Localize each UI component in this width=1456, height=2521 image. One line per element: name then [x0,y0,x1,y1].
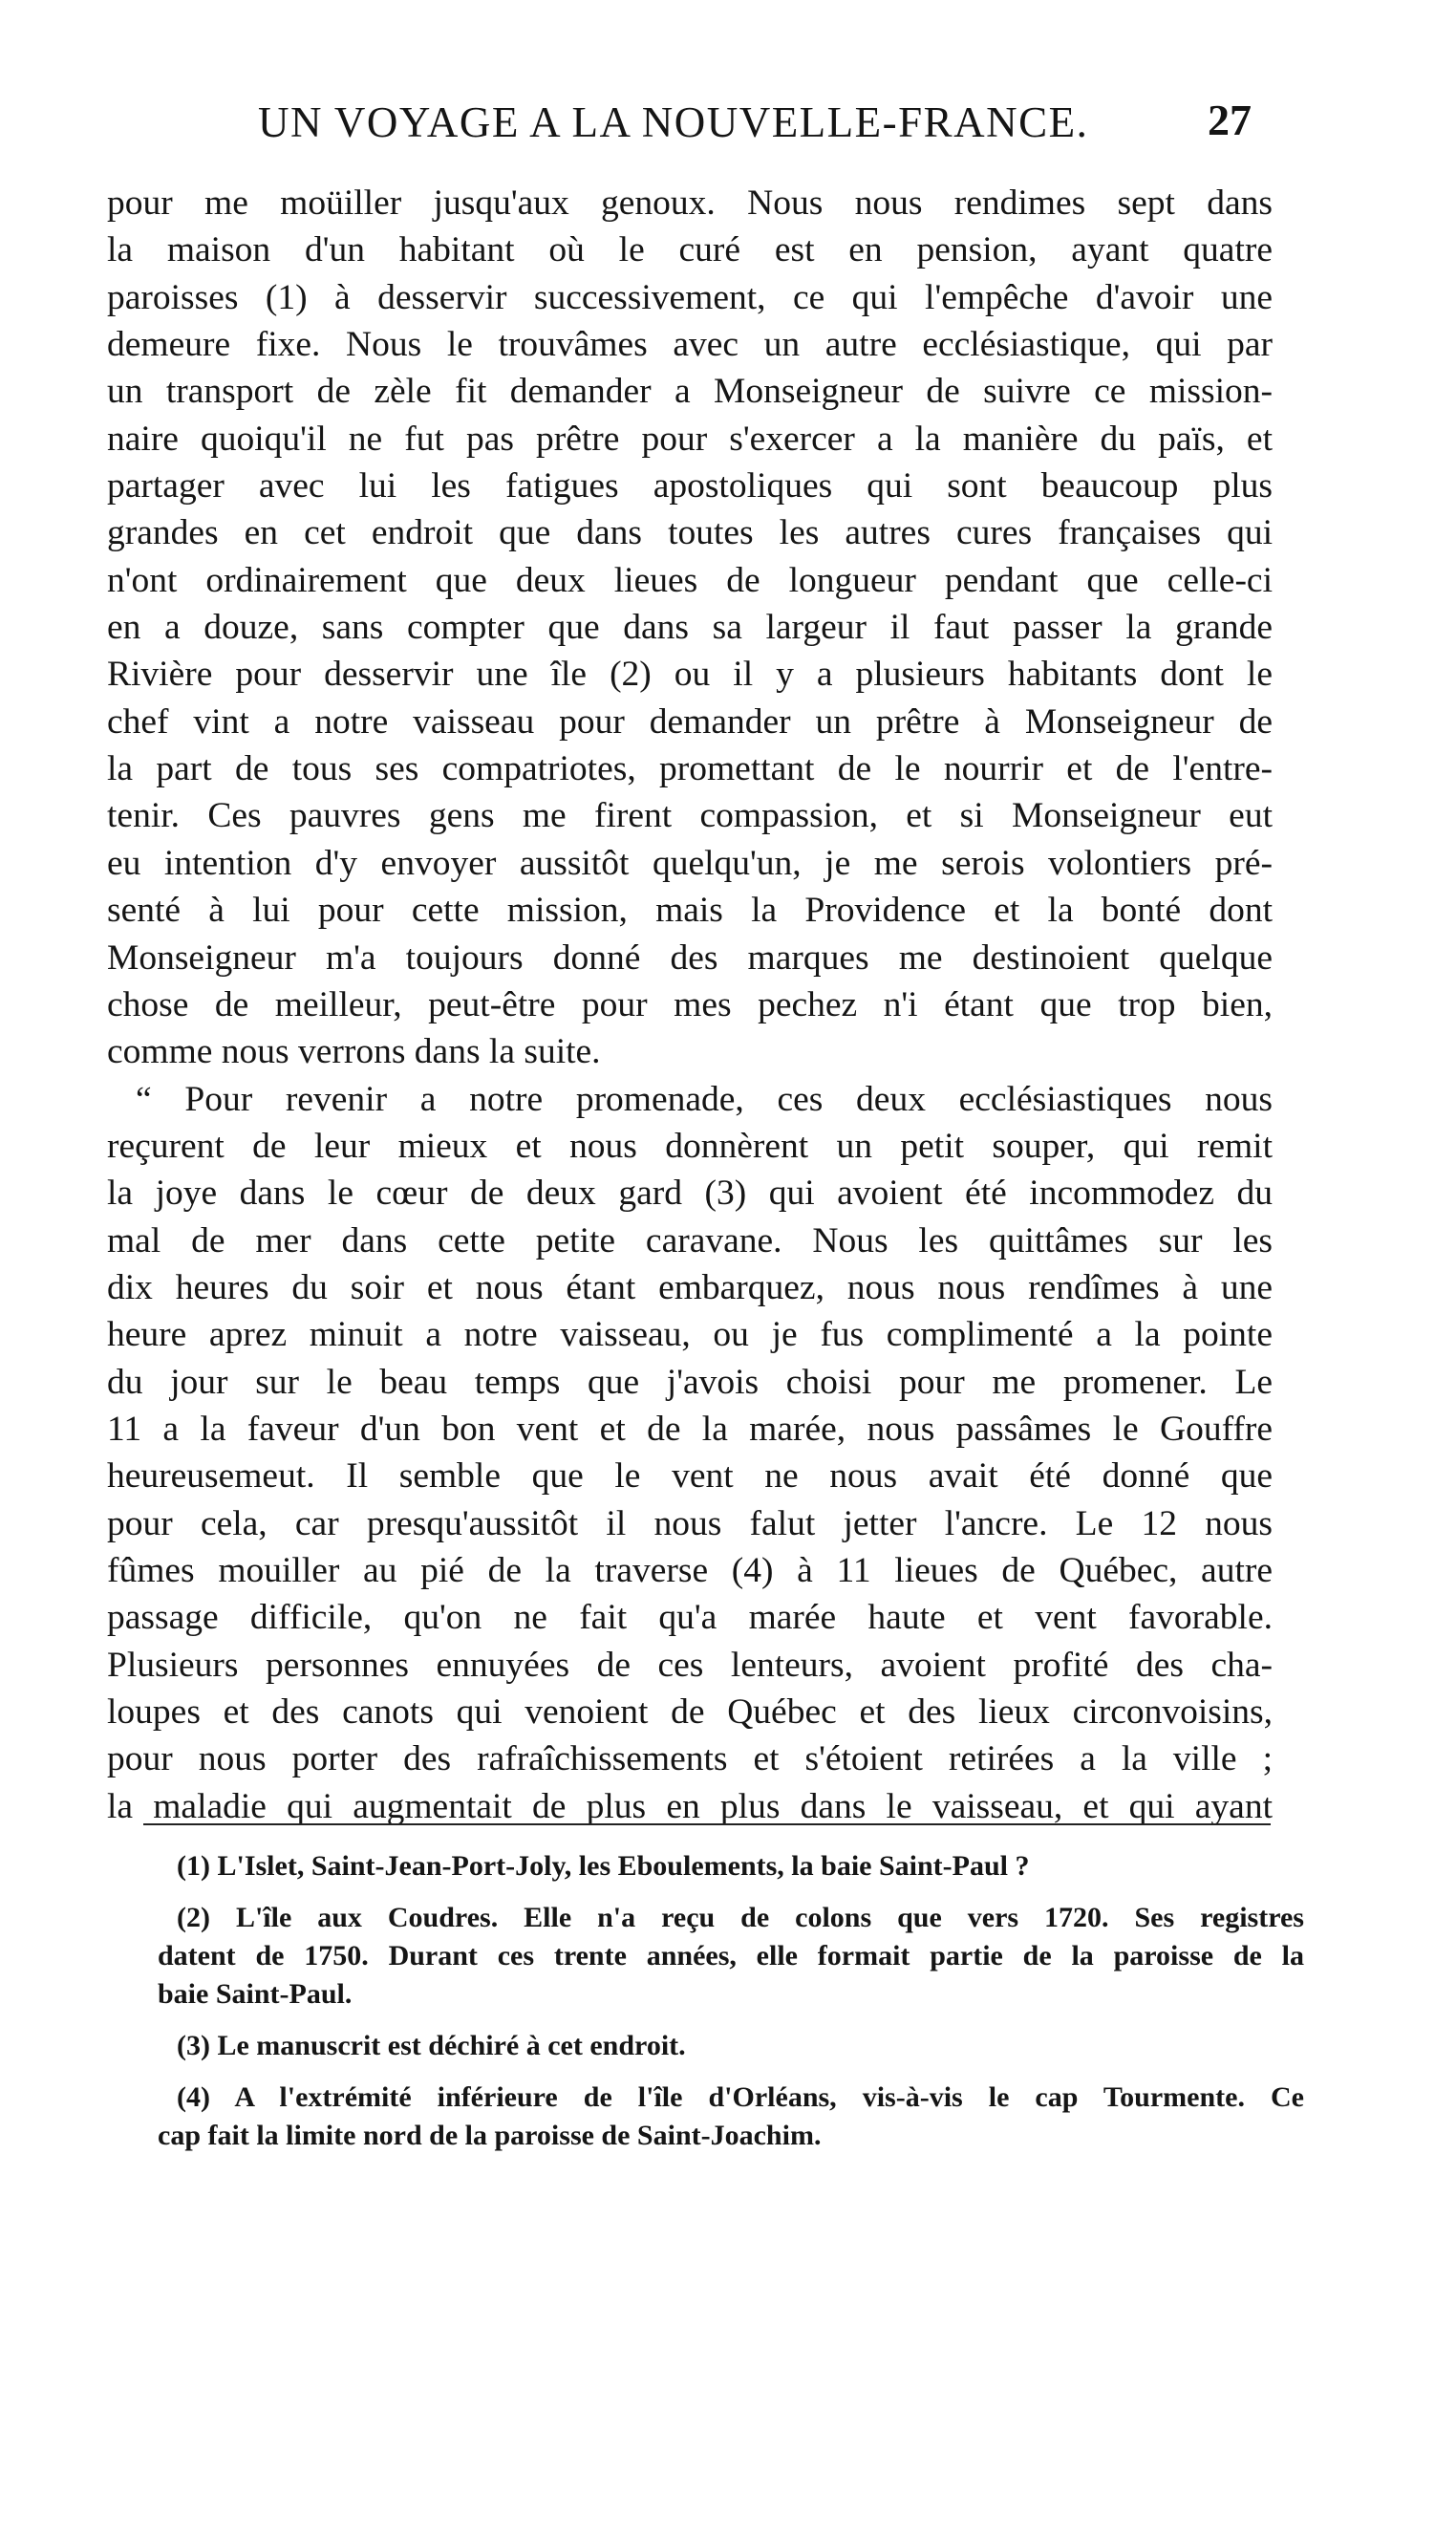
body-line: un transport de zèle fit demander a Monseigneur de suivre ce mission- [107,372,1273,412]
body-line: Rivière pour desservir une île (2) ou il y a plusieurs habitants dont le [107,655,1273,695]
body-line: loupes et des canots qui venoient de Québec et des lieux circonvoisins, [107,1692,1273,1732]
body-line: tenir. Ces pauvres gens me firent compassion, et si Monseigneur eut [107,796,1273,836]
footnote-1 [158,1847,1304,1885]
body-line: demeure fixe. Nous le trouvâmes avec un autre ecclésiastique, qui par [107,325,1273,365]
body-line: la maladie qui augmentait de plus en plus dans le vaisseau, et qui ayant [107,1786,1273,1826]
body-line: reçurent de leur mieux et nous donnèrent un petit souper, qui remit [107,1126,1273,1166]
footnote-line: (2) L'île aux Coudres. Elle n'a reçu de colons que vers 1720. Ses registres [177,1902,1304,1933]
body-line: passage difficile, qu'on ne fait qu'a marée haute et vent favorable. [107,1598,1273,1638]
footnote-line: (3) Le manuscrit est déchiré à cet endroit. [177,2030,686,2061]
body-line: du jour sur le beau temps que j'avois choisi pour me promener. Le [107,1362,1273,1402]
footnote-line: (4) A l'extrémité inférieure de l'île d'Orléans, vis-à-vis le cap Tourmente. Ce [177,2081,1304,2113]
body-line: pour me moüiller jusqu'aux genoux. Nous nous rendimes sept dans [107,183,1273,223]
footnote-line: datent de 1750. Durant ces trente années, elle formait partie de la paroisse de la [158,1940,1304,1972]
body-line: “ Pour revenir a notre promenade, ces deux ecclésiastiques nous [136,1079,1273,1119]
page-number: 27 [1208,96,1252,144]
body-line: paroisses (1) à desservir successivement, ce qui l'empêche d'avoir une [107,277,1273,317]
body-line: 11 a la faveur d'un bon vent et de la marée, nous passâmes le Gouffre [107,1409,1273,1449]
body-line: Monseigneur m'a toujours donné des marques me destinoient quelque [107,937,1273,978]
body-line: chef vint a notre vaisseau pour demander un prêtre à Monseigneur de [107,701,1273,742]
body-line: heure aprez minuit a notre vaisseau, ou je fus complimenté a la pointe [107,1315,1273,1355]
body-line: heureusemeut. Il semble que le vent ne nous avait été donné que [107,1456,1273,1497]
footnote-rule [143,1823,1271,1825]
body-line: pour cela, car presqu'aussitôt il nous falut jetter l'ancre. Le 12 nous [107,1503,1273,1543]
body-line: la joye dans le cœur de deux gard (3) qui avoient été incommodez du [107,1174,1273,1214]
running-title: UN VOYAGE A LA NOUVELLE-FRANCE. [258,98,1089,146]
body-line: mal de mer dans cette petite caravane. Nous les quittâmes sur les [107,1220,1273,1260]
body-line: fûmes mouiller au pié de la traverse (4) à 11 lieues de Québec, autre [107,1550,1273,1590]
body-line: en a douze, sans compter que dans sa largeur il faut passer la grande [107,608,1273,648]
running-head [258,94,1252,151]
body-line: dix heures du soir et nous étant embarquez, nous nous rendîmes à une [107,1267,1273,1307]
body-line: partager avec lui les fatigues apostoliques qui sont beaucoup plus [107,466,1273,506]
footnote-line: baie Saint-Paul. [158,1978,353,2010]
footnote-line: (1) L'Islet, Saint-Jean-Port-Joly, les Eboulements, la baie Saint-Paul ? [177,1850,1030,1882]
body-line: eu intention d'y envoyer aussitôt quelqu'un, je me serois volontiers pré- [107,843,1273,883]
body-text [107,180,1273,1830]
footnote-4 [158,2079,1304,2155]
body-line: la maison d'un habitant où le curé est en pension, ayant quatre [107,230,1273,270]
body-line: grandes en cet endroit que dans toutes les autres cures françaises qui [107,513,1273,553]
body-line: pour nous porter des rafraîchissements et s'étoient retirées a la ville ; [107,1739,1273,1779]
body-line: la part de tous ses compatriotes, promettant de le nourrir et de l'entre- [107,749,1273,789]
body-line: naire quoiqu'il ne fut pas prêtre pour s'exercer a la manière du païs, et [107,419,1273,459]
footnote-line: cap fait la limite nord de la paroisse de Saint-Joachim. [158,2120,822,2151]
body-line: chose de meilleur, peut-être pour mes pechez n'i étant que trop bien, [107,984,1273,1024]
body-line: Plusieurs personnes ennuyées de ces lenteurs, avoient profité des cha- [107,1645,1273,1685]
footnotes [158,1847,1304,2168]
body-line: comme nous verrons dans la suite. [107,1032,601,1072]
footnote-3 [158,2027,1304,2065]
body-line: senté à lui pour cette mission, mais la Providence et la bonté dont [107,891,1273,931]
body-line: n'ont ordinairement que deux lieues de longueur pendant que celle-ci [107,560,1273,600]
footnote-2 [158,1899,1304,2014]
